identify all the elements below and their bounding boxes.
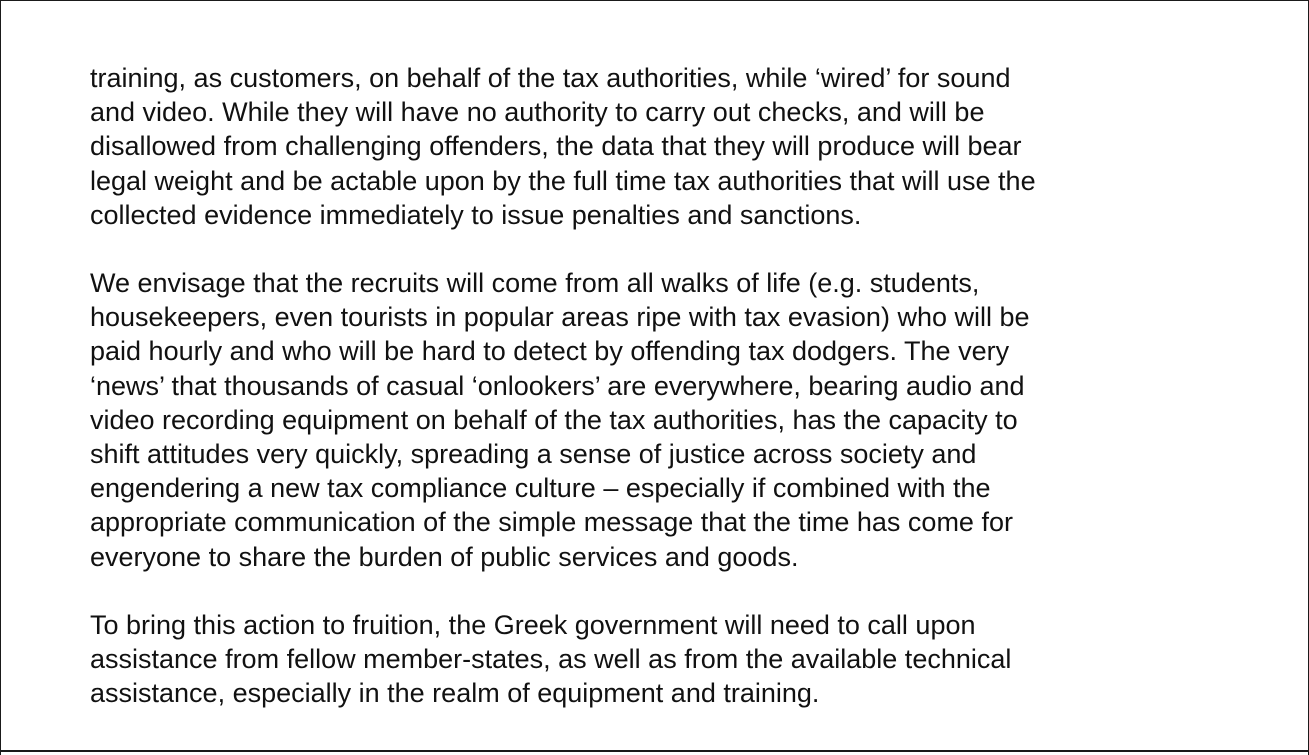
paragraph-line: and video. While they will have no authority to carry out checks, and will be [90, 97, 985, 128]
paragraph-line: video recording equipment on behalf of the tax authorities, has the capacity to [90, 404, 1018, 435]
paragraph-line: legal weight and be actable upon by the full time tax authorities that will use the [90, 165, 1036, 196]
paragraph-line: shift attitudes very quickly, spreading a sense of justice across society and [90, 439, 977, 470]
paragraph-line: ‘news’ that thousands of casual ‘onlookers’ are everywhere, bearing audio and [90, 370, 1025, 401]
paragraph-line: paid hourly and who will be hard to detect by offending tax dodgers. The very [90, 336, 1010, 367]
page-bottom-rule [0, 750, 1309, 752]
paragraph-line: collected evidence immediately to issue penalties and sanctions. [90, 199, 862, 230]
paragraph-line: assistance from fellow member-states, as well as from the available technical [90, 644, 1012, 675]
paragraph-3 [90, 608, 1270, 711]
paragraph-line: appropriate communication of the simple message that the time has come for [90, 507, 1013, 538]
paragraph-line: training, as customers, on behalf of the tax authorities, while ‘wired’ for sound [90, 63, 1011, 93]
paragraph-2 [90, 266, 1270, 574]
paragraph-1 [90, 61, 1270, 232]
paragraph-line: To bring this action to fruition, the Greek government will need to call upon [90, 609, 976, 640]
document-body [90, 61, 1270, 710]
paragraph-line: We envisage that the recruits will come from all walks of life (e.g. students, [90, 268, 980, 299]
paragraph-line: disallowed from challenging offenders, the data that they will produce will bear [90, 131, 1022, 162]
paragraph-line: engendering a new tax compliance culture – especially if combined with the [90, 473, 991, 504]
paragraph-line: housekeepers, even tourists in popular areas ripe with tax evasion) who will be [90, 302, 1030, 333]
paragraph-line: everyone to share the burden of public services and goods. [90, 541, 799, 572]
paragraph-line: assistance, especially in the realm of equipment and training. [90, 678, 820, 709]
